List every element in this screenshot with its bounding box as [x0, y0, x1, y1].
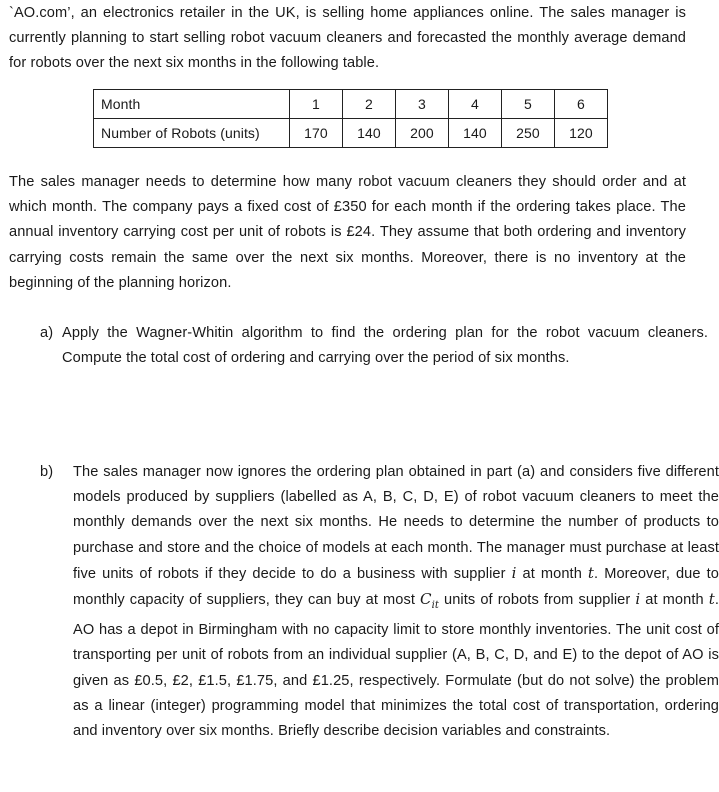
var-t: t	[587, 563, 595, 582]
month-row-header: Month	[94, 90, 290, 119]
demand-cell: 140	[343, 119, 396, 148]
table-row	[94, 119, 608, 148]
demand-row-header: Number of Robots (units)	[94, 119, 290, 148]
question-a	[40, 321, 708, 371]
question-b-text: . AO has a depot in Birmingham with no capacity limit to store monthly inventories. The unit cost of transporting per unit of robots from an individual supplier (A, B, C, D, and E) to the depot of AO is given as £0.5, £2, £1.5, £1.75, and £1.25, respectively. Formulate (but do not solve) the problem as a linear (integer) programming model that minimizes the total cost of transportation, ordering and inventory over six months. Briefly describe decision variables and constraints.	[73, 592, 719, 739]
question-b-text: at month	[640, 592, 709, 609]
problem-setup-paragraph: The sales manager needs to determine how many robot vacuum cleaners they should order and at which month. The company pays a fixed cost of £350 for each month if the ordering takes place. The annual inventory carrying cost per unit of robots is £24. They assume that both ordering and inventory carrying costs remain the same over the next six months. Moreover, there is no inventory at the beginning of the planning horizon.	[9, 174, 686, 291]
var-capacity: C	[420, 590, 432, 609]
demand-cell: 170	[290, 119, 343, 148]
month-cell: 5	[502, 90, 555, 119]
question-b	[40, 460, 719, 744]
intro-paragraph: `AO.com’, an electronics retailer in the UK, is selling home appliances online. The sales manager is currently planning to start selling robot vacuum cleaners and forecasted the monthly average demand for robots over the next six months in the following table.	[9, 5, 686, 72]
demand-forecast-table	[93, 89, 608, 148]
month-cell: 4	[449, 90, 502, 119]
question-b-text: The sales manager now ignores the ordering plan obtained in part (a) and considers five different models produced by suppliers (labelled as A, B, C, D, E) of robot vacuum cleaners to meet the monthly demands over the next six months. He needs to determine the number of products to purchase and store and the choice of models at each month. The manager must purchase at least five units of robots if they decide to do a business with supplier	[73, 464, 719, 582]
question-b-text: . Moreover, due to monthly capacity of suppliers, they can buy at most	[73, 565, 719, 609]
month-cell: 3	[396, 90, 449, 119]
month-cell: 1	[290, 90, 343, 119]
question-b-text: units of robots from supplier	[439, 592, 636, 609]
var-capacity-subscript: it	[431, 599, 439, 611]
var-t: t	[708, 590, 715, 609]
question-a-label: a)	[40, 325, 54, 341]
demand-cell: 200	[396, 119, 449, 148]
var-i: i	[635, 590, 641, 609]
question-a-text: Apply the Wagner-Whitin algorithm to find the ordering plan for the robot vacuum cleaners. Compute the total cost of ordering and carrying over the period of six months.	[62, 325, 708, 367]
demand-cell: 120	[555, 119, 608, 148]
var-i: i	[511, 563, 517, 582]
table-row	[94, 90, 608, 119]
demand-cell: 140	[449, 119, 502, 148]
month-cell: 2	[343, 90, 396, 119]
question-b-text: at month	[516, 565, 588, 582]
month-cell: 6	[555, 90, 608, 119]
question-b-label: b)	[40, 464, 54, 480]
demand-cell: 250	[502, 119, 555, 148]
